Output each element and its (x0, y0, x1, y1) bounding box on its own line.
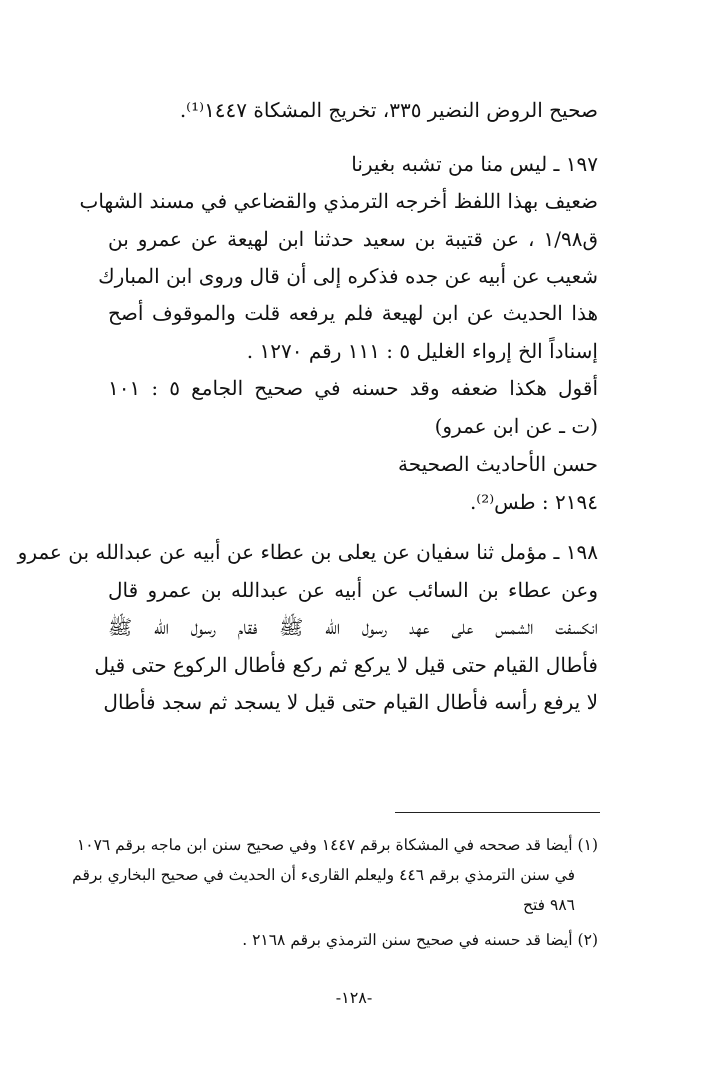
entry-line: شعيب عن أبيه عن جده فذكره إلى أن قال وروى ابن المبارك (98, 264, 598, 288)
hadith-entry-198-header (17, 534, 598, 570)
entry-line: حسن الأحاديث الصحيحة (397, 452, 598, 476)
entry-line: ٢١٩٤ : طس⁽²⁾. (469, 490, 598, 514)
entry-line: أقول هكذا ضعفه وقد حسنه في صحيح الجامع ٥ : ١٠١ (108, 376, 599, 400)
hadith-entry-197-header (108, 146, 598, 182)
hadith-title: مؤمل ثنا سفيان عن يعلى بن عطاء عن أبيه عن عبدالله بن عمرو (17, 540, 548, 564)
footnote-1 (76, 830, 598, 860)
entry-line: (ت ـ عن ابن عمرو) (434, 414, 598, 438)
entry-line: وعن عطاء بن السائب عن أبيه عن عبدالله بن عمرو قال (108, 578, 598, 602)
footnote-marker: (٢) (577, 931, 598, 949)
entry-line: انكسفت الشمس على عهد رسول الله ﷺ فقام رسول الله ﷺ (108, 615, 598, 639)
footnote-text: أيضا قد حسنه في صحيح سنن الترمذي برقم ٢١٦٨ . (242, 931, 573, 949)
entry-line: هذا الحديث عن ابن لهيعة فلم يرفعه قلت والموقوف أصح (108, 301, 598, 325)
hadith-number: ١٩٨ ـ (553, 540, 598, 564)
top-citation-line: صحيح الروض النضير ٣٣٥، تخريج المشكاة ١٤٤٧⁽¹⁾. (179, 98, 598, 122)
hadith-number: ١٩٧ ـ (553, 152, 598, 176)
entry-line: فأطال القيام حتى قيل لا يركع ثم ركع فأطال الركوع حتى قيل (94, 653, 598, 677)
footnote-2 (108, 925, 598, 955)
entry-line: ضعيف بهذا اللفظ أخرجه الترمذي والقضاعي في مسند الشهاب (79, 189, 598, 213)
hadith-title: ليس منا من تشبه بغيرنا (351, 152, 548, 176)
entry-line: لا يرفع رأسه فأطال القيام حتى قيل لا يسجد ثم سجد فأطال (103, 690, 598, 714)
footnote-marker: (١) (577, 836, 598, 854)
footnote-line: في سنن الترمذي برقم ٤٤٦ وليعلم القارىء أن الحديث في صحيح البخاري برقم (72, 866, 575, 884)
entry-line: ق١/٩٨ ، عن قتيبة بن سعيد حدثنا ابن لهيعة عن عمرو بن (108, 227, 598, 251)
page-number: -١٢٨- (335, 988, 373, 1007)
entry-line: إسناداً الخ إرواء الغليل ٥ : ١١١ رقم ١٢٧٠ . (246, 339, 598, 363)
footnote-line: ٩٨٦ فتح (522, 896, 575, 914)
footnote-divider (395, 812, 600, 813)
footnote-text: أيضا قد صححه في المشكاة برقم ١٤٤٧ وفي صحيح سنن ابن ماجه برقم ١٠٧٦ (76, 836, 573, 854)
